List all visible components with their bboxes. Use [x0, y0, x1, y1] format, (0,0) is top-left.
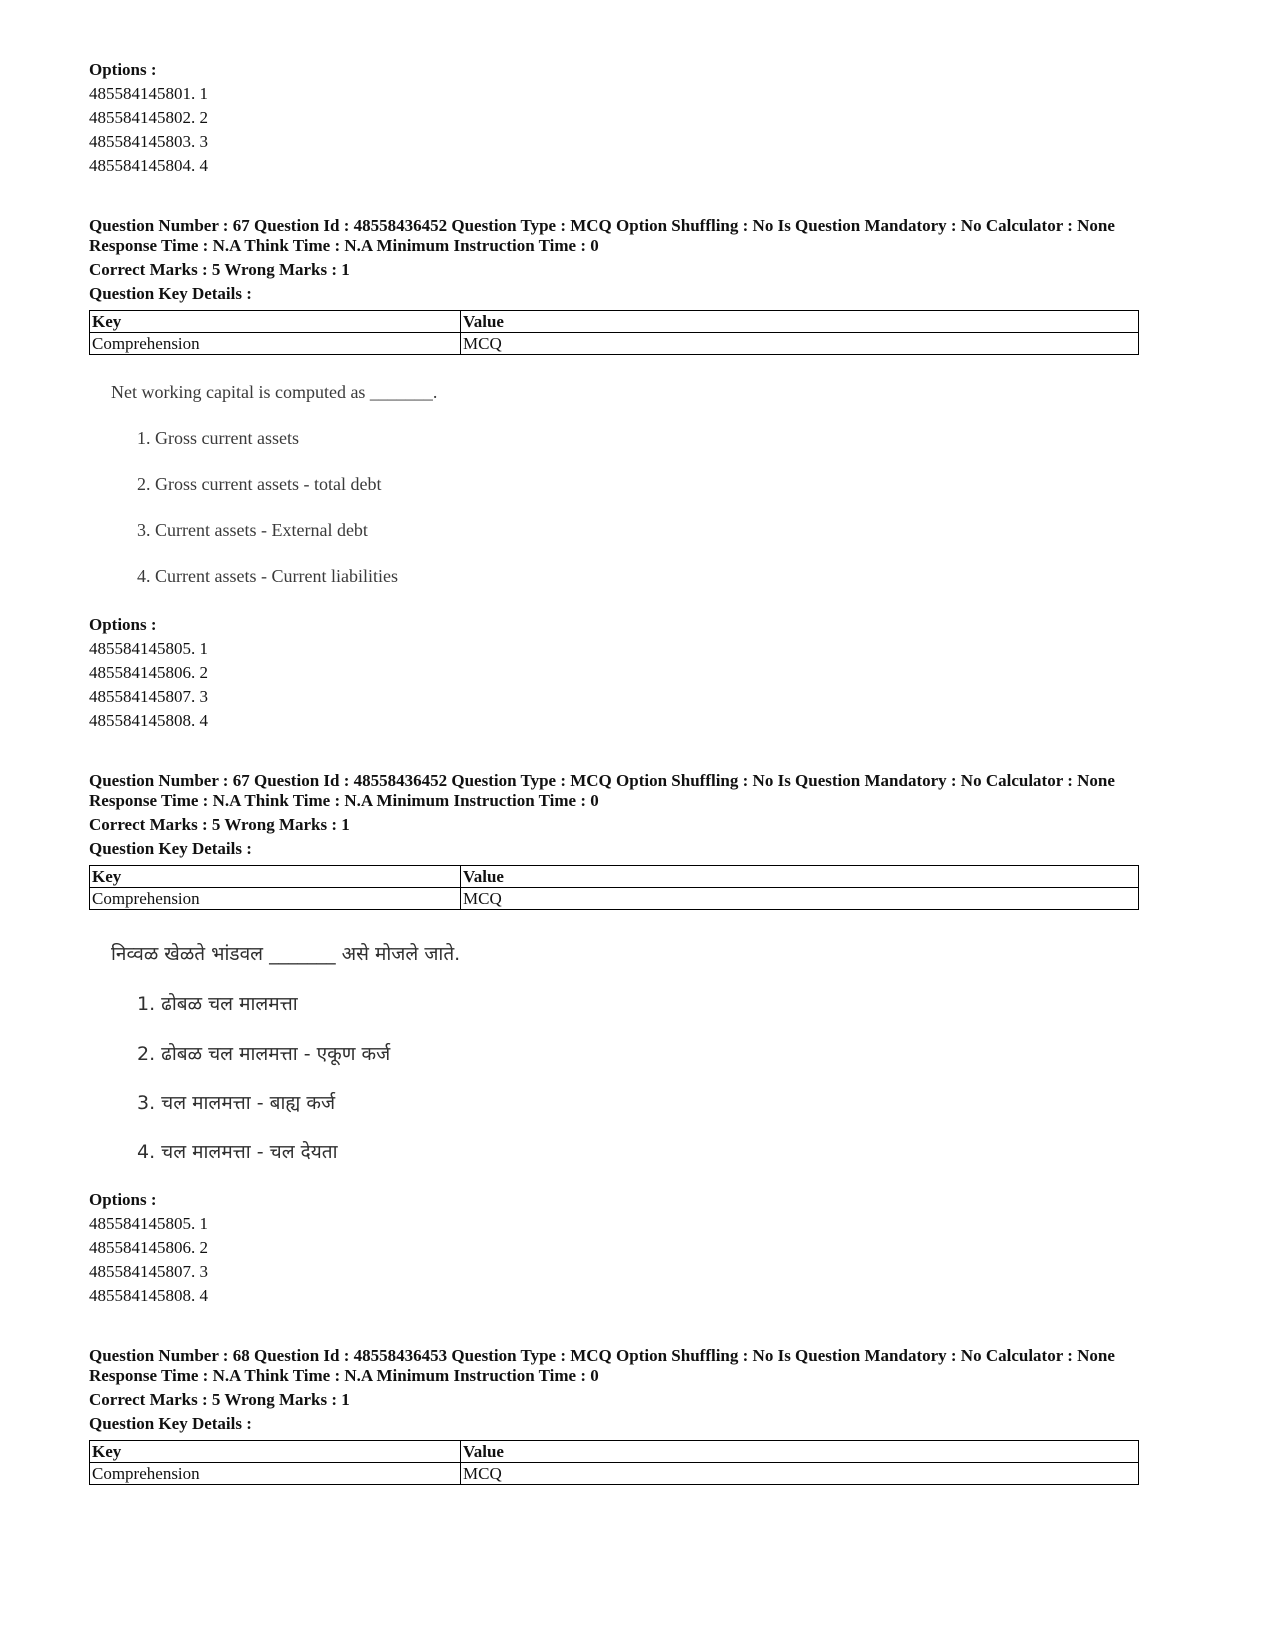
option-item: 485584145802. 2: [89, 108, 208, 127]
table-cell-value: MCQ: [461, 888, 1139, 910]
question-choice: 2. Gross current assets - total debt: [137, 474, 382, 494]
marks-line: Correct Marks : 5 Wrong Marks : 1: [89, 815, 350, 834]
key-details-label: Question Key Details :: [89, 284, 252, 303]
table-row: [90, 333, 1139, 355]
table-cell-value: MCQ: [461, 1463, 1139, 1485]
table-header-value: Value: [461, 311, 1139, 333]
option-item: 485584145806. 2: [89, 663, 208, 682]
key-details-label: Question Key Details :: [89, 1414, 252, 1433]
question-choice: 3. चल मालमत्ता - बाह्य कर्ज: [137, 1092, 336, 1114]
option-item: 485584145805. 1: [89, 639, 208, 658]
question-choice: 1. Gross current assets: [137, 428, 299, 448]
table-cell-key: Comprehension: [90, 888, 461, 910]
question-header-line1: Question Number : 67 Question Id : 48558436452 Question Type : MCQ Option Shuffling : No Is Question Mandatory : No Calculator : None: [89, 216, 1115, 235]
option-item: 485584145803. 3: [89, 132, 208, 151]
table-header-value: Value: [461, 1441, 1139, 1463]
question-header-line1: Question Number : 68 Question Id : 48558436453 Question Type : MCQ Option Shuffling : No Is Question Mandatory : No Calculator : None: [89, 1346, 1115, 1365]
key-details-label: Question Key Details :: [89, 839, 252, 858]
options-heading: Options :: [89, 1190, 157, 1209]
table-cell-value: MCQ: [461, 333, 1139, 355]
option-item: 485584145807. 3: [89, 1262, 208, 1281]
table-header-key: Key: [90, 866, 461, 888]
table-header-key: Key: [90, 311, 461, 333]
marks-line: Correct Marks : 5 Wrong Marks : 1: [89, 260, 350, 279]
table-header-row: [90, 311, 1139, 333]
options-heading: Options :: [89, 60, 157, 79]
option-item: 485584145805. 1: [89, 1214, 208, 1233]
question-choice: 2. ढोबळ चल मालमत्ता - एकूण कर्ज: [137, 1043, 391, 1065]
options-heading: Options :: [89, 615, 157, 634]
marks-line: Correct Marks : 5 Wrong Marks : 1: [89, 1390, 350, 1409]
key-details-table: [89, 310, 1139, 355]
option-item: 485584145807. 3: [89, 687, 208, 706]
question-choice: 3. Current assets - External debt: [137, 520, 368, 540]
question-header-line2: Response Time : N.A Think Time : N.A Minimum Instruction Time : 0: [89, 236, 599, 255]
question-header-line2: Response Time : N.A Think Time : N.A Minimum Instruction Time : 0: [89, 1366, 599, 1385]
question-stem: निव्वळ खेळते भांडवल _______ असे मोजले जाते.: [111, 943, 461, 965]
table-cell-key: Comprehension: [90, 333, 461, 355]
question-choice: 4. चल मालमत्ता - चल देयता: [137, 1141, 338, 1163]
table-row: [90, 1463, 1139, 1485]
option-item: 485584145806. 2: [89, 1238, 208, 1257]
option-item: 485584145801. 1: [89, 84, 208, 103]
table-cell-key: Comprehension: [90, 1463, 461, 1485]
option-item: 485584145808. 4: [89, 1286, 208, 1305]
option-item: 485584145808. 4: [89, 711, 208, 730]
option-item: 485584145804. 4: [89, 156, 208, 175]
question-stem: Net working capital is computed as _______.: [111, 382, 438, 402]
table-header-row: [90, 1441, 1139, 1463]
table-header-row: [90, 866, 1139, 888]
question-header-line1: Question Number : 67 Question Id : 48558436452 Question Type : MCQ Option Shuffling : No Is Question Mandatory : No Calculator : None: [89, 771, 1115, 790]
question-choice: 4. Current assets - Current liabilities: [137, 566, 398, 586]
table-row: [90, 888, 1139, 910]
key-details-table: [89, 1440, 1139, 1485]
question-choice: 1. ढोबळ चल मालमत्ता: [137, 993, 298, 1015]
key-details-table: [89, 865, 1139, 910]
question-header-line2: Response Time : N.A Think Time : N.A Minimum Instruction Time : 0: [89, 791, 599, 810]
table-header-value: Value: [461, 866, 1139, 888]
table-header-key: Key: [90, 1441, 461, 1463]
